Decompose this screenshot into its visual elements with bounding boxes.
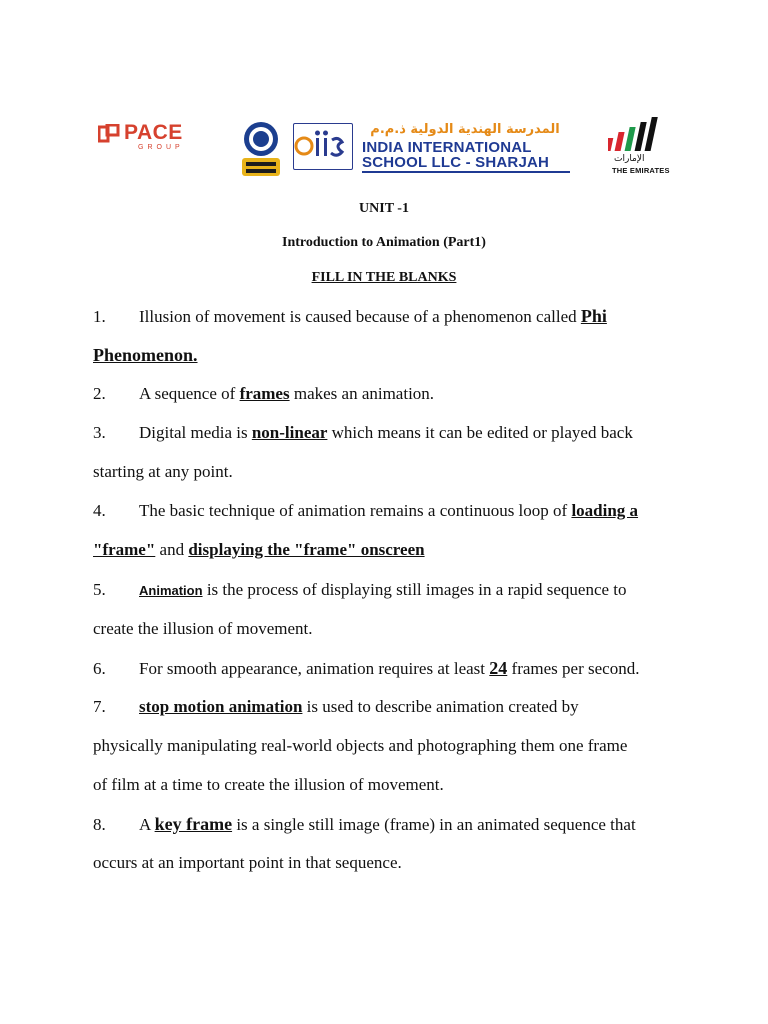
question-text: For smooth appearance, animation requires at least (139, 659, 490, 678)
lesson-title: Introduction to Animation (Part1) (282, 235, 486, 250)
question-text: occurs at an important point in that sequence. (93, 853, 402, 872)
logo-header (0, 112, 768, 182)
pace-group-logo (98, 122, 212, 152)
section-heading: FILL IN THE BLANKS (311, 270, 457, 285)
question-text: is the process of displaying still images in a rapid sequence to (202, 580, 627, 599)
question-2 (93, 384, 434, 404)
emirates-flag-bars-icon (608, 116, 672, 154)
pace-wordmark: PACE (124, 121, 183, 144)
question-5-cont (93, 619, 313, 639)
answer: non-linear (251, 423, 328, 442)
answer: Phenomenon. (93, 345, 198, 365)
question-text: makes an animation. (289, 384, 435, 403)
question-4 (93, 501, 638, 521)
answer: Animation (139, 583, 203, 598)
guinness-record-holder-logo (240, 120, 282, 178)
school-name-line2: SCHOOL LLC - SHARJAH (362, 154, 550, 171)
question-8-cont (93, 853, 402, 873)
question-text: A sequence of (139, 384, 240, 403)
question-1-cont (93, 345, 198, 366)
question-7-cont (93, 736, 627, 756)
question-text: which means it can be edited or played back (327, 423, 633, 442)
question-number: 6. (93, 659, 106, 678)
india-international-school-logo (360, 122, 570, 174)
question-3-cont (93, 462, 233, 482)
question-text: create the illusion of movement. (93, 619, 313, 638)
question-text: frames per second. (507, 659, 640, 678)
answer: frames (239, 384, 290, 403)
question-number: 1. (93, 307, 106, 326)
question-7-cont2 (93, 775, 444, 795)
iis-skills-for-life-logo (293, 123, 353, 170)
question-number: 7. (93, 697, 106, 716)
question-number: 3. (93, 423, 106, 442)
question-text: Illusion of movement is caused because of a phenomenon called (139, 307, 581, 326)
question-7 (93, 697, 579, 717)
question-3 (93, 423, 633, 443)
question-text: starting at any point. (93, 462, 233, 481)
answer: 24 (489, 658, 508, 678)
question-4-cont (93, 540, 425, 560)
answer: loading a (571, 501, 639, 520)
question-text: and (155, 540, 189, 559)
question-text: of film at a time to create the illusion of movement. (93, 775, 444, 794)
school-underline (362, 171, 570, 173)
pace-mark-icon (98, 124, 122, 144)
answer: key frame (154, 814, 233, 834)
question-text: is a single still image (frame) in an animated sequence that (232, 815, 636, 834)
the-emirates-logo (608, 116, 672, 178)
emirates-english-text: THE EMIRATES (612, 166, 670, 175)
question-text: The basic technique of animation remains a continuous loop of (139, 501, 572, 520)
question-text: Digital media is (139, 423, 252, 442)
answer: "frame" (93, 540, 156, 559)
question-1 (93, 306, 607, 327)
question-text: is used to describe animation created by (302, 697, 579, 716)
question-6 (93, 658, 639, 679)
question-number: 2. (93, 384, 106, 403)
question-number: 8. (93, 815, 106, 834)
iis-mark-icon (294, 124, 351, 168)
question-5 (93, 580, 627, 601)
question-text: physically manipulating real-world objects and photographing them one frame (93, 736, 628, 755)
question-number: 5. (93, 580, 106, 599)
unit-title: UNIT -1 (359, 201, 409, 216)
question-8 (93, 814, 636, 835)
answer: displaying the "frame" onscreen (188, 540, 425, 559)
emirates-arabic-text: الإمارات (614, 154, 645, 164)
question-text: A (139, 815, 155, 834)
question-number: 4. (93, 501, 106, 520)
answer: Phi (580, 306, 607, 326)
school-name-line1: INDIA INTERNATIONAL (362, 139, 532, 156)
answer: stop motion animation (139, 697, 303, 716)
school-arabic-name: المدرسة الهندية الدولية ذ.م.م (370, 122, 560, 137)
pace-group-text: GROUP (138, 144, 184, 151)
